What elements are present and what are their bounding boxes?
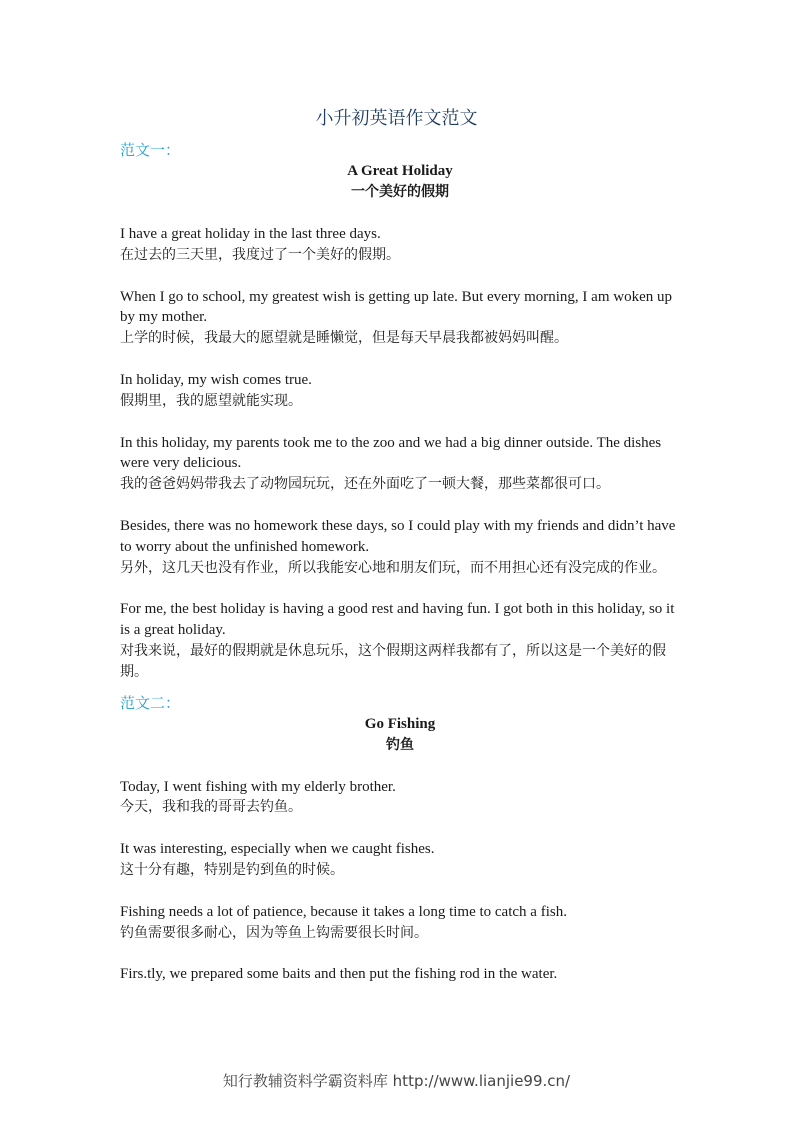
essay2-label: 范文二： xyxy=(120,693,181,712)
essay2-paragraph xyxy=(120,777,680,819)
paragraph-zh: 钓鱼需要很多耐心，因为等鱼上钩需要很长时间。 xyxy=(120,924,428,941)
essay2-title-en: Go Fishing xyxy=(364,715,436,732)
paragraph-zh: 今天，我和我的哥哥去钓鱼。 xyxy=(120,799,302,816)
paragraph-zh: 假期里，我的愿望就能实现。 xyxy=(120,392,302,409)
paragraph-zh: 在过去的三天里，我度过了一个美好的假期。 xyxy=(120,246,400,263)
paragraph-en: When I go to school, my greatest wish is getting up late. But every morning, I am woken up by my mother. xyxy=(120,288,672,326)
paragraph-en: For me, the best holiday is having a good rest and having fun. I got both in this holiday, so it is a great holiday. xyxy=(120,601,675,639)
paragraph-en: In holiday, my wish comes true. xyxy=(120,371,312,388)
section-gap xyxy=(120,683,680,693)
essay2-title-cn: 钓鱼 xyxy=(386,736,414,753)
document-body xyxy=(120,140,680,985)
essay1-paragraph xyxy=(120,370,680,412)
paragraph-zh: 我的爸爸妈妈带我去了动物园玩玩，还在外面吃了一顿大餐，那些菜都很可口。 xyxy=(120,476,610,493)
essay1-paragraph xyxy=(120,599,680,682)
paragraph-zh: 这十分有趣，特别是钓到鱼的时候。 xyxy=(120,861,344,878)
paragraph-en: I have a great holiday in the last three days. xyxy=(120,226,381,242)
essay2-paragraph xyxy=(120,839,680,881)
paragraph-zh: 另外，这几天也没有作业，所以我能安心地和朋友们玩，而不用担心还有没完成的作业。 xyxy=(120,559,666,576)
paragraph-en: Besides, there was no homework these days, so I could play with my friends and didn’t have to worry about the unfinished homework. xyxy=(120,517,676,555)
essay2-paragraph xyxy=(120,902,680,944)
essay1-paragraph xyxy=(120,516,680,578)
page-title: 小升初英语作文范文 xyxy=(315,108,478,129)
paragraph-zh: 上学的时候，我最大的愿望就是睡懒觉，但是每天早晨我都被妈妈叫醒。 xyxy=(120,330,568,347)
essay2-paragraph xyxy=(120,964,680,985)
paragraph-en: Today, I went fishing with my elderly brother. xyxy=(120,778,396,795)
essay1-title-cn: 一个美好的假期 xyxy=(351,184,449,200)
essay1-paragraph xyxy=(120,433,680,495)
footer-watermark: 知行教辅资料学霸资料库 http://www.lianjie99.cn/ xyxy=(222,1072,571,1090)
paragraph-en: Fishing needs a lot of patience, because it takes a long time to catch a fish. xyxy=(120,903,567,920)
paragraph-en: Firs.tly, we prepared some baits and then put the fishing rod in the water. xyxy=(120,966,558,983)
essay1-label: 范文一： xyxy=(120,141,181,159)
essay1-paragraph xyxy=(120,224,680,266)
paragraph-en: In this holiday, my parents took me to the zoo and we had a big dinner outside. The dishes were very delicious. xyxy=(120,434,662,472)
paragraph-en: It was interesting, especially when we caught fishes. xyxy=(120,841,435,858)
essay1-title-en: A Great Holiday xyxy=(347,163,453,179)
essay1-paragraph xyxy=(120,287,680,349)
paragraph-zh: 对我来说，最好的假期就是休息玩乐，这个假期这两样我都有了，所以这是一个美好的假期。 xyxy=(120,642,666,680)
